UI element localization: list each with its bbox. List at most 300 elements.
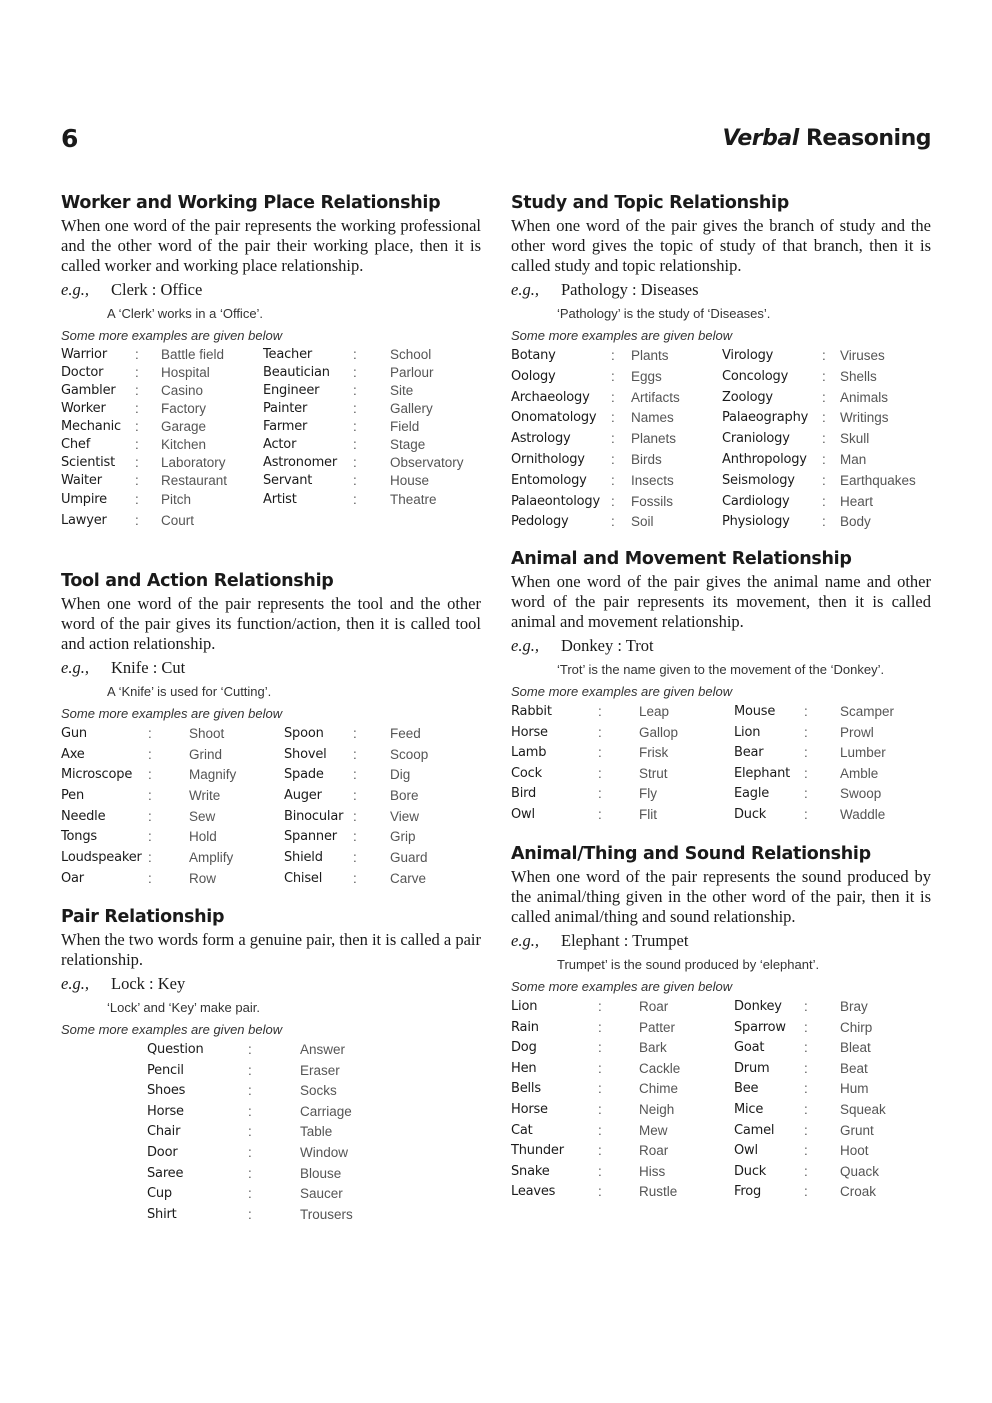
term: Chisel bbox=[284, 870, 323, 886]
pair-term: Neigh bbox=[639, 1101, 675, 1117]
term: Entomology bbox=[511, 472, 587, 488]
term: Astrology bbox=[511, 431, 571, 447]
term: Tongs bbox=[61, 829, 97, 845]
pair-term: Hold bbox=[189, 829, 217, 845]
table-row bbox=[61, 454, 481, 472]
example-label: e.g., bbox=[61, 974, 89, 993]
pair-term: Viruses bbox=[840, 348, 885, 363]
term: Snake bbox=[511, 1163, 550, 1179]
separator: : bbox=[353, 347, 357, 362]
separator: : bbox=[804, 704, 808, 719]
term: Painter bbox=[263, 401, 308, 416]
separator: : bbox=[804, 1122, 808, 1138]
separator: : bbox=[804, 1184, 808, 1200]
term: Saree bbox=[147, 1165, 184, 1181]
table-row bbox=[61, 827, 481, 848]
section-heading: Pair Relationship bbox=[61, 907, 225, 927]
pair-term: View bbox=[390, 808, 420, 824]
separator: : bbox=[804, 999, 808, 1014]
table-row bbox=[511, 1100, 931, 1121]
section-heading: Tool and Action Relationship bbox=[61, 571, 334, 591]
separator: : bbox=[598, 765, 602, 781]
term: Seismology bbox=[722, 472, 795, 488]
table-row bbox=[511, 450, 931, 471]
separator: : bbox=[611, 368, 615, 384]
example-pair: Lock : Key bbox=[111, 974, 186, 993]
pair-term: Carriage bbox=[300, 1103, 352, 1119]
pair-term: Carve bbox=[390, 870, 427, 886]
pair-term: Observatory bbox=[390, 455, 464, 470]
separator: : bbox=[135, 455, 139, 470]
table-row bbox=[61, 512, 481, 531]
table-row bbox=[61, 436, 481, 454]
term: Frog bbox=[734, 1184, 761, 1200]
table-row bbox=[511, 492, 931, 513]
term: Zoology bbox=[722, 389, 773, 405]
separator: : bbox=[598, 1184, 602, 1200]
separator: : bbox=[353, 767, 357, 783]
term: Owl bbox=[511, 806, 535, 822]
pair-term: Gallery bbox=[390, 401, 433, 416]
separator: : bbox=[804, 1163, 808, 1179]
separator: : bbox=[248, 1144, 252, 1160]
pair-term: Hospital bbox=[161, 365, 210, 380]
separator: : bbox=[148, 788, 152, 804]
example-line bbox=[511, 929, 931, 953]
table-row bbox=[511, 997, 931, 1018]
term: Horse bbox=[511, 724, 548, 740]
term: Astronomer bbox=[263, 455, 337, 470]
term: Lion bbox=[734, 724, 761, 740]
example-line bbox=[61, 972, 481, 996]
examples-table bbox=[61, 346, 481, 531]
term: Spade bbox=[284, 767, 324, 783]
separator: : bbox=[353, 455, 357, 470]
pair-term: Cackle bbox=[639, 1060, 681, 1076]
example-pair: Elephant : Trumpet bbox=[561, 931, 689, 950]
pair-term: Kitchen bbox=[161, 437, 207, 452]
table-row bbox=[511, 512, 931, 533]
term: Doctor bbox=[61, 365, 104, 380]
pair-term: Dig bbox=[390, 767, 411, 783]
separator: : bbox=[822, 410, 826, 426]
pair-term: Quack bbox=[840, 1163, 880, 1179]
table-row bbox=[511, 408, 931, 429]
table-row bbox=[511, 1141, 931, 1162]
term: Teacher bbox=[263, 347, 313, 362]
pair-term: Write bbox=[189, 788, 221, 804]
example-line bbox=[61, 656, 481, 680]
pair-term: Names bbox=[631, 410, 674, 426]
pair-term: Amplify bbox=[189, 850, 234, 866]
separator: : bbox=[611, 348, 615, 363]
separator: : bbox=[822, 368, 826, 384]
term: Pen bbox=[61, 788, 85, 804]
term: Archaeology bbox=[511, 389, 590, 405]
table-row bbox=[511, 346, 931, 367]
pair-term: Theatre bbox=[390, 492, 437, 507]
separator: : bbox=[598, 745, 602, 761]
term: Eagle bbox=[734, 786, 770, 802]
pair-term: Gallop bbox=[639, 724, 679, 740]
pair-term: Bore bbox=[390, 788, 419, 804]
term: Chef bbox=[61, 437, 91, 452]
table-row bbox=[61, 848, 481, 869]
separator: : bbox=[135, 401, 139, 416]
example-label: e.g., bbox=[61, 280, 89, 299]
section-paragraph: When one word of the pair represents the working professional and the other word of the pair their working place, then it is called worker and working place relationship. bbox=[61, 216, 481, 275]
term: Bee bbox=[734, 1081, 759, 1097]
pair-term: Eggs bbox=[631, 368, 662, 384]
table-row bbox=[61, 1143, 481, 1164]
separator: : bbox=[353, 383, 357, 398]
term: Bells bbox=[511, 1081, 541, 1097]
separator: : bbox=[804, 1060, 808, 1076]
section-heading: Worker and Working Place Relationship bbox=[61, 193, 441, 213]
separator: : bbox=[135, 513, 139, 528]
section-heading: Study and Topic Relationship bbox=[511, 193, 789, 213]
examples-table bbox=[511, 997, 931, 1203]
example-label: e.g., bbox=[511, 636, 539, 655]
term: Needle bbox=[61, 808, 106, 824]
table-row bbox=[61, 1081, 481, 1102]
separator: : bbox=[353, 870, 357, 886]
separator: : bbox=[611, 514, 615, 530]
term: Ornithology bbox=[511, 451, 585, 467]
term: Goat bbox=[734, 1040, 765, 1056]
section-heading: Animal/Thing and Sound Relationship bbox=[511, 844, 871, 864]
term: Lamb bbox=[511, 745, 547, 761]
pair-term: Croak bbox=[840, 1184, 877, 1200]
pair-term: Trousers bbox=[300, 1206, 353, 1222]
pair-term: Bark bbox=[639, 1040, 667, 1056]
term: Farmer bbox=[263, 419, 308, 434]
separator: : bbox=[353, 746, 357, 762]
separator: : bbox=[248, 1062, 252, 1078]
pair-term: Shoot bbox=[189, 726, 225, 741]
term: Donkey bbox=[734, 999, 782, 1014]
examples-table bbox=[61, 1040, 481, 1225]
separator: : bbox=[353, 437, 357, 452]
example-explanation: ‘Pathology’ is the study of ‘Diseases’. bbox=[557, 306, 771, 321]
table-row bbox=[511, 702, 931, 723]
term: Botany bbox=[511, 348, 556, 363]
term: Cat bbox=[511, 1122, 533, 1138]
separator: : bbox=[353, 492, 357, 507]
pair-term: Hoot bbox=[840, 1143, 869, 1159]
table-row bbox=[61, 1205, 481, 1226]
term: Gun bbox=[61, 726, 87, 741]
table-row bbox=[511, 471, 931, 492]
pair-term: Body bbox=[840, 514, 871, 530]
separator: : bbox=[598, 786, 602, 802]
example-explanation: A ‘Knife’ is used for ‘Cutting’. bbox=[107, 684, 272, 699]
separator: : bbox=[804, 1019, 808, 1035]
pair-term: Answer bbox=[300, 1042, 346, 1057]
separator: : bbox=[248, 1042, 252, 1057]
table-row bbox=[61, 382, 481, 400]
table-row bbox=[61, 491, 481, 510]
pair-term: Site bbox=[390, 383, 414, 398]
term: Mouse bbox=[734, 704, 776, 719]
pair-term: Laboratory bbox=[161, 455, 226, 470]
table-row bbox=[61, 745, 481, 766]
pair-term: Stage bbox=[390, 437, 426, 452]
pair-term: Socks bbox=[300, 1083, 337, 1099]
term: Rain bbox=[511, 1019, 539, 1035]
separator: : bbox=[148, 850, 152, 866]
term: Camel bbox=[734, 1122, 775, 1138]
pair-term: Rustle bbox=[639, 1184, 678, 1200]
more-examples-label: Some more examples are given below bbox=[61, 328, 283, 343]
pair-term: Feed bbox=[390, 726, 421, 741]
pair-term: Fly bbox=[639, 786, 657, 802]
example-explanation: ‘Lock’ and ‘Key’ make pair. bbox=[107, 1000, 260, 1015]
separator: : bbox=[598, 999, 602, 1014]
separator: : bbox=[598, 1163, 602, 1179]
separator: : bbox=[611, 451, 615, 467]
separator: : bbox=[804, 724, 808, 740]
term: Umpire bbox=[61, 492, 107, 507]
separator: : bbox=[822, 472, 826, 488]
pair-term: Sew bbox=[189, 808, 216, 824]
separator: : bbox=[822, 431, 826, 447]
example-line bbox=[61, 278, 481, 302]
term: Shoes bbox=[147, 1083, 186, 1099]
term: Craniology bbox=[722, 431, 790, 447]
separator: : bbox=[611, 431, 615, 447]
term: Palaeography bbox=[722, 410, 809, 426]
pair-term: Birds bbox=[631, 451, 662, 467]
pair-term: Earthquakes bbox=[840, 472, 916, 488]
term: Horse bbox=[147, 1103, 184, 1119]
term: Lion bbox=[511, 999, 538, 1014]
separator: : bbox=[135, 365, 139, 380]
section-heading: Animal and Movement Relationship bbox=[511, 549, 852, 569]
separator: : bbox=[148, 726, 152, 741]
more-examples-label: Some more examples are given below bbox=[511, 328, 733, 343]
examples-table bbox=[511, 702, 931, 826]
pair-term: Saucer bbox=[300, 1186, 343, 1202]
pair-term: Field bbox=[390, 419, 420, 434]
section-sound bbox=[511, 841, 931, 1203]
term: Gambler bbox=[61, 383, 116, 398]
section-worker bbox=[61, 190, 481, 531]
separator: : bbox=[135, 492, 139, 507]
examples-table bbox=[61, 724, 481, 890]
section-study bbox=[511, 190, 931, 533]
separator: : bbox=[804, 1081, 808, 1097]
term: Onomatology bbox=[511, 410, 597, 426]
pair-term: Magnify bbox=[189, 767, 237, 783]
pair-term: Eraser bbox=[300, 1062, 340, 1078]
pair-term: Shells bbox=[840, 368, 877, 384]
table-row bbox=[511, 1079, 931, 1100]
term: Bear bbox=[734, 745, 764, 761]
pair-term: Casino bbox=[161, 383, 204, 398]
separator: : bbox=[248, 1124, 252, 1140]
pair-term: Frisk bbox=[639, 745, 669, 761]
example-label: e.g., bbox=[511, 280, 539, 299]
term: Shield bbox=[284, 850, 323, 866]
table-row bbox=[511, 1018, 931, 1039]
separator: : bbox=[598, 1019, 602, 1035]
term: Anthropology bbox=[722, 451, 807, 467]
term: Physiology bbox=[722, 514, 790, 530]
pair-term: Waddle bbox=[840, 806, 886, 822]
pair-term: Man bbox=[840, 451, 867, 467]
term: Worker bbox=[61, 401, 106, 416]
table-row bbox=[61, 1184, 481, 1205]
separator: : bbox=[598, 1101, 602, 1117]
separator: : bbox=[822, 514, 826, 530]
separator: : bbox=[135, 347, 139, 362]
example-label: e.g., bbox=[61, 658, 89, 677]
term: Thunder bbox=[511, 1143, 564, 1159]
term: Pencil bbox=[147, 1062, 184, 1078]
example-explanation: A ‘Clerk’ works in a ‘Office’. bbox=[107, 306, 264, 321]
table-row bbox=[61, 1102, 481, 1123]
term: Oology bbox=[511, 368, 556, 384]
pair-term: Grind bbox=[189, 746, 223, 762]
term: Oar bbox=[61, 870, 84, 886]
term: Sparrow bbox=[734, 1019, 786, 1035]
separator: : bbox=[148, 829, 152, 845]
separator: : bbox=[148, 767, 152, 783]
pair-term: Bray bbox=[840, 999, 868, 1014]
table-row bbox=[61, 1040, 481, 1061]
section-paragraph: When the two words form a genuine pair, then it is called a pair relationship. bbox=[61, 930, 481, 969]
pair-term: Mew bbox=[639, 1122, 668, 1138]
table-row bbox=[61, 765, 481, 786]
separator: : bbox=[148, 746, 152, 762]
example-line bbox=[511, 278, 931, 302]
section-paragraph: When one word of the pair represents the sound produced by the animal/thing given in the other word of the pair, then it is called animal/thing and sound relationship. bbox=[511, 867, 931, 926]
table-row bbox=[511, 764, 931, 785]
separator: : bbox=[804, 1101, 808, 1117]
table-row bbox=[511, 367, 931, 388]
pair-term: Amble bbox=[840, 765, 879, 781]
separator: : bbox=[135, 473, 139, 488]
pair-term: Skull bbox=[840, 431, 870, 447]
term: Cock bbox=[511, 765, 542, 781]
table-row bbox=[511, 388, 931, 409]
table-row bbox=[511, 805, 931, 826]
example-explanation: ‘Trot’ is the name given to the movement of the ‘Donkey’. bbox=[557, 662, 885, 677]
table-row bbox=[511, 743, 931, 764]
term: Shirt bbox=[147, 1206, 177, 1222]
running-header-italic: Verbal bbox=[722, 126, 799, 151]
term: Waiter bbox=[61, 473, 102, 488]
pair-term: Patter bbox=[639, 1019, 676, 1035]
pair-term: Squeak bbox=[840, 1101, 886, 1117]
separator: : bbox=[598, 1040, 602, 1056]
term: Door bbox=[147, 1144, 178, 1160]
separator: : bbox=[353, 850, 357, 866]
term: Hen bbox=[511, 1060, 537, 1076]
term: Question bbox=[147, 1042, 204, 1057]
pair-term: Chirp bbox=[840, 1019, 873, 1035]
pair-term: Grip bbox=[390, 829, 416, 845]
separator: : bbox=[611, 389, 615, 405]
running-header-rest: Reasoning bbox=[798, 126, 931, 151]
term: Loudspeaker bbox=[61, 850, 142, 866]
separator: : bbox=[611, 493, 615, 509]
more-examples-label: Some more examples are given below bbox=[511, 684, 733, 699]
table-row bbox=[61, 1164, 481, 1185]
separator: : bbox=[822, 493, 826, 509]
separator: : bbox=[822, 348, 826, 363]
pair-term: Hiss bbox=[639, 1163, 666, 1179]
table-row bbox=[61, 400, 481, 418]
term: Virology bbox=[722, 348, 774, 363]
pair-term: Plants bbox=[631, 348, 669, 363]
separator: : bbox=[353, 473, 357, 488]
separator: : bbox=[598, 1060, 602, 1076]
table-row bbox=[61, 1122, 481, 1143]
section-paragraph: When one word of the pair gives the animal name and other word of the pair represents its movement, then it is called animal and movement relationship. bbox=[511, 572, 931, 631]
term: Bird bbox=[511, 786, 537, 802]
separator: : bbox=[148, 808, 152, 824]
pair-term: Heart bbox=[840, 493, 874, 509]
separator: : bbox=[353, 808, 357, 824]
term: Owl bbox=[734, 1143, 758, 1159]
term: Actor bbox=[263, 437, 297, 452]
table-row bbox=[61, 346, 481, 364]
pair-term: School bbox=[390, 347, 432, 362]
example-pair: Knife : Cut bbox=[111, 658, 186, 677]
table-row bbox=[511, 1038, 931, 1059]
term: Leaves bbox=[511, 1184, 556, 1200]
separator: : bbox=[353, 401, 357, 416]
separator: : bbox=[804, 765, 808, 781]
separator: : bbox=[353, 726, 357, 741]
term: Lawyer bbox=[61, 513, 107, 528]
term: Concology bbox=[722, 368, 789, 384]
term: Dog bbox=[511, 1040, 537, 1056]
pair-term: Strut bbox=[639, 765, 668, 781]
section-paragraph: When one word of the pair represents the tool and the other word of the pair gives its function/action, then it is called tool and action relationship. bbox=[61, 594, 481, 653]
separator: : bbox=[598, 704, 602, 719]
separator: : bbox=[598, 1081, 602, 1097]
pair-term: Garage bbox=[161, 419, 207, 434]
term: Spanner bbox=[284, 829, 337, 845]
separator: : bbox=[822, 451, 826, 467]
separator: : bbox=[804, 1040, 808, 1056]
example-line bbox=[511, 634, 931, 658]
pair-term: Lumber bbox=[840, 745, 886, 761]
separator: : bbox=[248, 1186, 252, 1202]
separator: : bbox=[135, 383, 139, 398]
table-row bbox=[61, 786, 481, 807]
example-label: e.g., bbox=[511, 931, 539, 950]
pair-term: Prowl bbox=[840, 724, 874, 740]
more-examples-label: Some more examples are given below bbox=[61, 1022, 283, 1037]
term: Artist bbox=[263, 492, 297, 507]
separator: : bbox=[353, 788, 357, 804]
term: Binocular bbox=[284, 808, 344, 824]
pair-term: Guard bbox=[390, 850, 428, 866]
pair-term: Planets bbox=[631, 431, 677, 447]
pair-term: Swoop bbox=[840, 786, 882, 802]
section-movement bbox=[511, 546, 931, 826]
pair-term: Artifacts bbox=[631, 389, 680, 405]
example-pair: Donkey : Trot bbox=[561, 636, 654, 655]
separator: : bbox=[353, 419, 357, 434]
table-row bbox=[511, 1121, 931, 1142]
pair-term: Factory bbox=[161, 401, 207, 416]
table-row bbox=[61, 418, 481, 436]
